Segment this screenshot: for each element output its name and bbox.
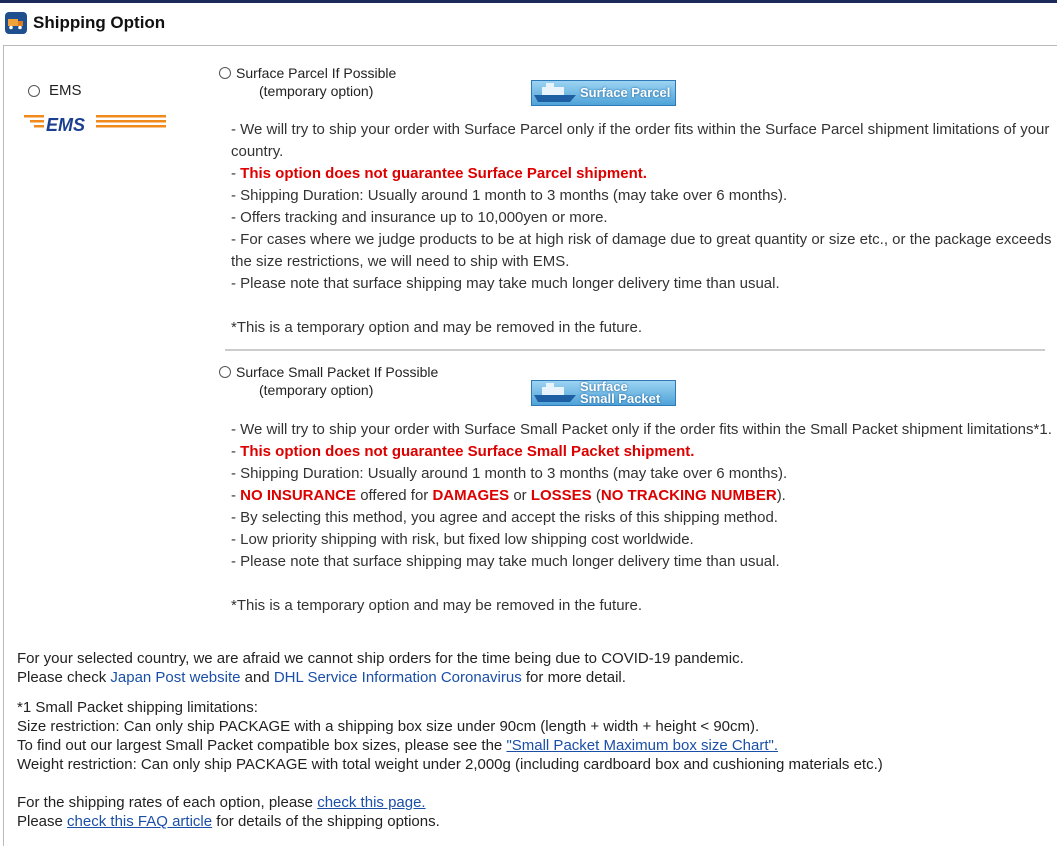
ems-label: EMS — [49, 82, 82, 99]
box-size-chart-link[interactable]: "Small Packet Maximum box size Chart". — [506, 737, 778, 754]
surface-small-packet-sub: (temporary option) — [259, 382, 374, 398]
surface-small-packet-description — [231, 419, 1057, 617]
surface-small-packet-radio[interactable] — [219, 366, 231, 378]
desc-line: - We will try to ship your order with Surface Small Packet only if the order fits within the Small Packet shipment limitations*1. — [231, 421, 1052, 438]
page-title: Shipping Option — [33, 13, 166, 32]
surface-parcel-description — [231, 119, 1057, 339]
option-divider — [225, 349, 1045, 351]
desc-warning-line: - This option does not guarantee Surface Parcel shipment. — [231, 165, 647, 182]
small-packet-limitations: *1 Small Packet shipping limitations: Size restriction: Can only ship PACKAGE with a shipping box size under 90cm (length + width + height < 90cm). To find out our largest Small Packet compatible box sizes, please see the "Small Packet Maximum box size Chart". Weight restriction: Can only ship PACKAGE with total weight under 2,000g (including cardboard box and cushioning materials etc.) — [17, 699, 883, 773]
ship-icon — [532, 381, 580, 405]
japan-post-link[interactable]: Japan Post website — [110, 669, 241, 686]
desc-warning-line: - This option does not guarantee Surface Small Packet shipment. — [231, 443, 695, 460]
rates-link[interactable]: check this page. — [317, 794, 426, 811]
surface-parcel-radio[interactable] — [219, 67, 231, 79]
covid-notice: For your selected country, we are afraid we cannot ship orders for the time being due to COVID-19 pandemic. Please check Japan Post website and DHL Service Information Coronavirus for more detail. — [17, 650, 744, 686]
surface-parcel-badge-text: Surface Parcel — [580, 85, 671, 100]
surface-parcel-badge — [531, 80, 676, 106]
desc-note: *This is a temporary option and may be removed in the future. — [231, 597, 643, 614]
desc-line: - Offers tracking and insurance up to 10,000yen or more. — [231, 209, 608, 226]
faq-link[interactable]: check this FAQ article — [67, 813, 213, 830]
surface-small-packet-label: Surface Small Packet If Possible — [236, 364, 439, 380]
ems-logo — [24, 114, 169, 140]
surface-small-packet-option[interactable] — [219, 363, 438, 399]
desc-line: - Shipping Duration: Usually around 1 month to 3 months (may take over 6 months). — [231, 187, 788, 204]
ems-logo-text: EMS — [46, 115, 86, 135]
desc-line: - We will try to ship your order with Surface Parcel only if the order fits within the Surface Parcel shipment limitations of your country. — [231, 121, 1050, 160]
desc-line: - Please note that surface shipping may take much longer delivery time than usual. — [231, 275, 780, 292]
dhl-link[interactable]: DHL Service Information Coronavirus — [273, 669, 522, 686]
badge-line-1: Surface — [580, 379, 628, 394]
desc-line: - By selecting this method, you agree and accept the risks of this shipping method. — [231, 509, 778, 526]
surface-small-packet-badge — [531, 380, 676, 406]
ems-radio[interactable] — [28, 85, 40, 97]
shipping-truck-icon — [5, 12, 27, 34]
desc-line: - Shipping Duration: Usually around 1 month to 3 months (may take over 6 months). — [231, 465, 788, 482]
ems-option[interactable] — [28, 82, 82, 99]
desc-line: - For cases where we judge products to be at high risk of damage due to great quantity or size etc., or the package exceeds the size restrictions, we will need to ship with EMS. — [231, 231, 1052, 270]
desc-note: *This is a temporary option and may be removed in the future. — [231, 319, 643, 336]
desc-line: - Please note that surface shipping may take much longer delivery time than usual. — [231, 553, 780, 570]
ship-icon — [532, 81, 580, 105]
rates-notice: For the shipping rates of each option, please check this page. Please check this FAQ article for details of the shipping options. — [17, 794, 440, 830]
top-border — [0, 0, 1057, 3]
surface-parcel-label: Surface Parcel If Possible — [236, 65, 397, 81]
insurance-warning-line: - NO INSURANCE offered for DAMAGES or LOSSES (NO TRACKING NUMBER). — [231, 487, 786, 504]
surface-parcel-sub: (temporary option) — [259, 83, 374, 99]
surface-parcel-option[interactable] — [219, 64, 396, 100]
badge-line-2: Small Packet — [580, 391, 661, 406]
section-header — [5, 9, 165, 37]
desc-line: - Low priority shipping with risk, but fixed low shipping cost worldwide. — [231, 531, 694, 548]
